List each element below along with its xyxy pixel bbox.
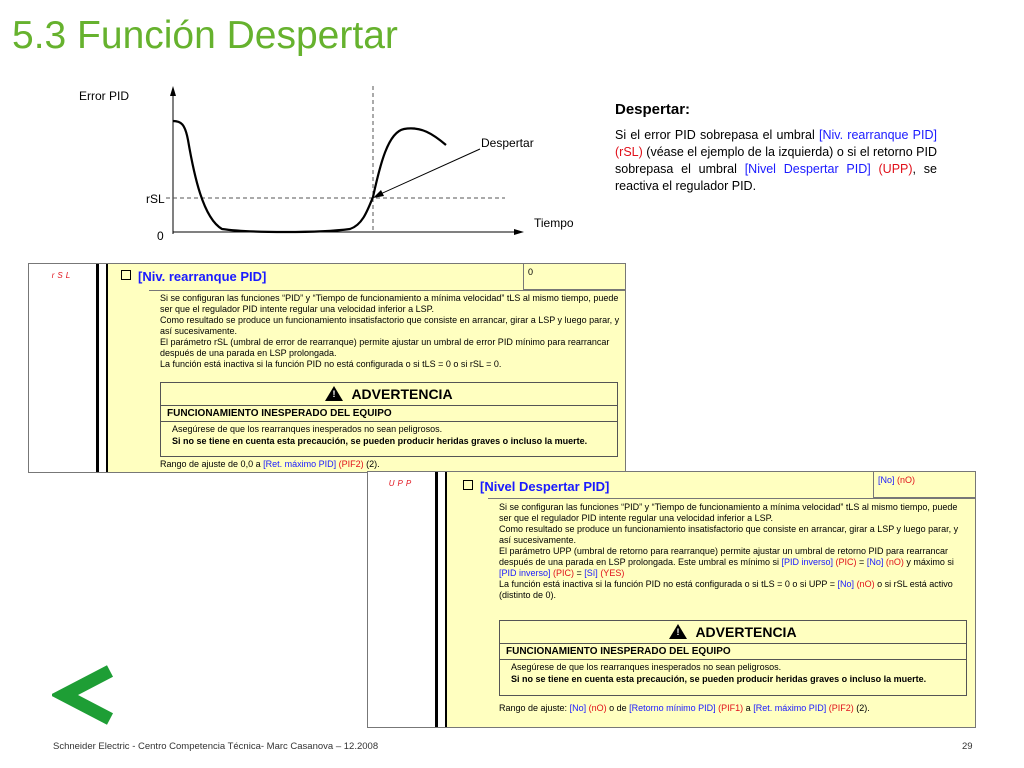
code-no: (nO) [854,579,875,589]
code-upp-label: UPP [388,479,415,488]
panel-upp-heading-text: [Nivel Despertar PID] [480,479,610,494]
code-pic: (PIC) [833,557,857,567]
param-pic-link: [PID inverso] [499,568,551,578]
warning-icon [669,624,687,639]
param-yes-link: [Sí] [584,568,598,578]
panel-rsl-line: Como resultado se produce un funcionamiento insatisfactorio que consiste en arrancar, girar a LSP y luego parar, y así sucesivamente. [160,315,620,336]
panel-rsl [28,263,626,473]
y-axis-label: Error PID [79,89,130,103]
param-no-link: [No] [837,579,855,589]
panel-upp-line: Si se configuran las funciones “PID” y “Tiempo de funcionamiento a mínima velocidad” tLS al mismo tiempo, puede ser que el regulador PID intente regular una velocidad inferior a LSP. [499,502,958,523]
range-text: (2). [363,459,380,469]
warning-title [500,621,966,644]
warning-line-bold: Si no se tiene en cuenta esta precaución, se pueden producir heridas graves o incluso la muerte. [511,674,927,684]
range-text: Rango de ajuste: [499,703,570,713]
code-rsl-label: rSL [51,271,74,280]
warning-subtitle: FUNCIONAMIENTO INESPERADO DEL EQUIPO [500,644,966,660]
range-text: (2). [853,703,870,713]
code-pif1: (PIF1) [715,703,744,713]
param-no-link: [No] [569,703,587,713]
panel-rsl-line: El parámetro rSL (umbral de error de rearranque) permite ajustar un umbral de error PID mínimo para rearrancar después de una parada en LSP prolongada. [160,337,610,358]
body-text: y máximo si [903,557,954,567]
panel-upp-line [499,579,971,601]
warning-subtitle: FUNCIONAMIENTO INESPERADO DEL EQUIPO [161,406,617,422]
value-code: (nO) [894,475,916,485]
panel-upp-heading [463,479,609,494]
checkbox-icon [463,480,473,490]
pid-error-curve [173,121,446,232]
callout-label: Despertar [481,136,534,150]
chevron-left-icon[interactable] [52,663,118,727]
param-pif2-link: [Ret. máximo PID] [753,703,827,713]
panel-code-cell [29,264,97,472]
panel-separator [488,498,975,499]
panel-rsl-line: Si se configuran las funciones “PID” y “Tiempo de funcionamiento a mínima velocidad” tLS al mismo tiempo, puede ser que el regulador PID intente regular una velocidad inferior a LSP. [160,293,619,314]
warning-line: Asegúrese de que los rearranques inesperados no sean peligrosos. [511,662,782,672]
warning-line: Asegúrese de que los rearranques inesperados no sean peligrosos. [172,424,443,434]
param-pic-link: [PID inverso] [781,557,834,567]
warning-title [161,383,617,406]
panel-rsl-heading-text: [Niv. rearranque PID] [138,269,267,284]
body-text: La función está inactiva si la función PID no está configurada o si tLS = 0 o si UPP = [499,579,838,589]
code-pic: (PIC) [550,568,575,578]
panel-rsl-heading [121,269,266,284]
wake-description [615,101,937,195]
range-text: o de [606,703,630,713]
panel-upp-body [499,502,971,601]
warning-line-bold: Si no se tiene en cuenta esta precaución, se pueden producir heridas graves o incluso la muerte. [172,436,588,446]
warning-box-upp [499,620,967,696]
checkbox-icon [121,270,131,280]
panel-code-cell [368,472,436,727]
param-rsl-link: [Niv. rearranque PID] [819,128,937,142]
code-pif2: (PIF2) [826,703,854,713]
panel-rsl-range [160,459,380,469]
code-upp: (UPP) [870,162,913,176]
code-rsl: (rSL) [615,145,643,159]
panel-upp-line [499,546,971,579]
x-axis-label: Tiempo [534,216,574,230]
code-no: (nO) [883,557,904,567]
param-no-link: [No] [866,557,884,567]
body-text: o si rSL está activo (distinto de 0). [499,579,953,600]
code-pif2: (PIF2) [336,459,364,469]
panel-rsl-value: 0 [523,264,625,290]
body-text: = [574,568,585,578]
range-text: a [743,703,754,713]
x-axis-arrow [514,229,524,235]
chevron-left-icon-shape [64,671,110,719]
body-text: = [856,557,867,567]
panel-upp-line: Como resultado se produce un funcionamiento insatisfactorio que consiste en arrancar, girar a LSP y luego parar, y así sucesivamente. [499,524,959,545]
warning-icon [325,386,343,401]
pid-wake-graph [60,80,600,245]
panel-rsl-body [160,293,622,370]
wake-text-part: Si el error PID sobrepasa el umbral [615,128,819,142]
wake-text-part: , se reactiva el regulador PID. [615,162,938,193]
warning-title-text: ADVERTENCIA [695,624,797,640]
y-axis-arrow [170,86,176,96]
code-no: (nO) [586,703,607,713]
body-text: El parámetro UPP (umbral de retorno para rearranque) permite ajustar un umbral de retorno PID para rearrancar después de una parada en LSP prolongada. Este umbral es mínimo si [499,546,949,567]
panel-upp [367,471,976,728]
warning-box-rsl [160,382,618,457]
zero-label: 0 [157,229,164,243]
panel-rsl-line: La función está inactiva si la función PID no está configurada o si tLS = 0 o si rSL = 0. [160,359,502,369]
wake-text [615,127,937,195]
param-pif2-link: [Ret. máximo PID] [263,459,337,469]
value-param: [No] [878,475,895,485]
warning-title-text: ADVERTENCIA [351,386,453,402]
panel-divider [435,472,447,727]
panel-upp-range [499,703,870,713]
param-pif1-link: [Retorno mínimo PID] [629,703,716,713]
page-number: 29 [962,741,973,752]
param-upp-link: [Nivel Despertar PID] [744,162,871,176]
panel-divider [96,264,108,472]
rsl-label: rSL [146,192,165,206]
code-yes: (YES) [597,568,625,578]
callout-line [376,149,480,196]
wake-heading: Despertar: [615,101,691,118]
wake-text-part: (véase el ejemplo de la izquierda) o si el retorno PID sobrepasa el umbral [615,145,937,176]
panel-separator [149,290,625,291]
slide-title: 5.3 Función Despertar [12,14,398,57]
footer-text: Schneider Electric - Centro Competencia Técnica- Marc Casanova – 12.2008 [53,741,379,752]
panel-upp-value [873,472,975,498]
range-text: Rango de ajuste de 0,0 a [160,459,264,469]
